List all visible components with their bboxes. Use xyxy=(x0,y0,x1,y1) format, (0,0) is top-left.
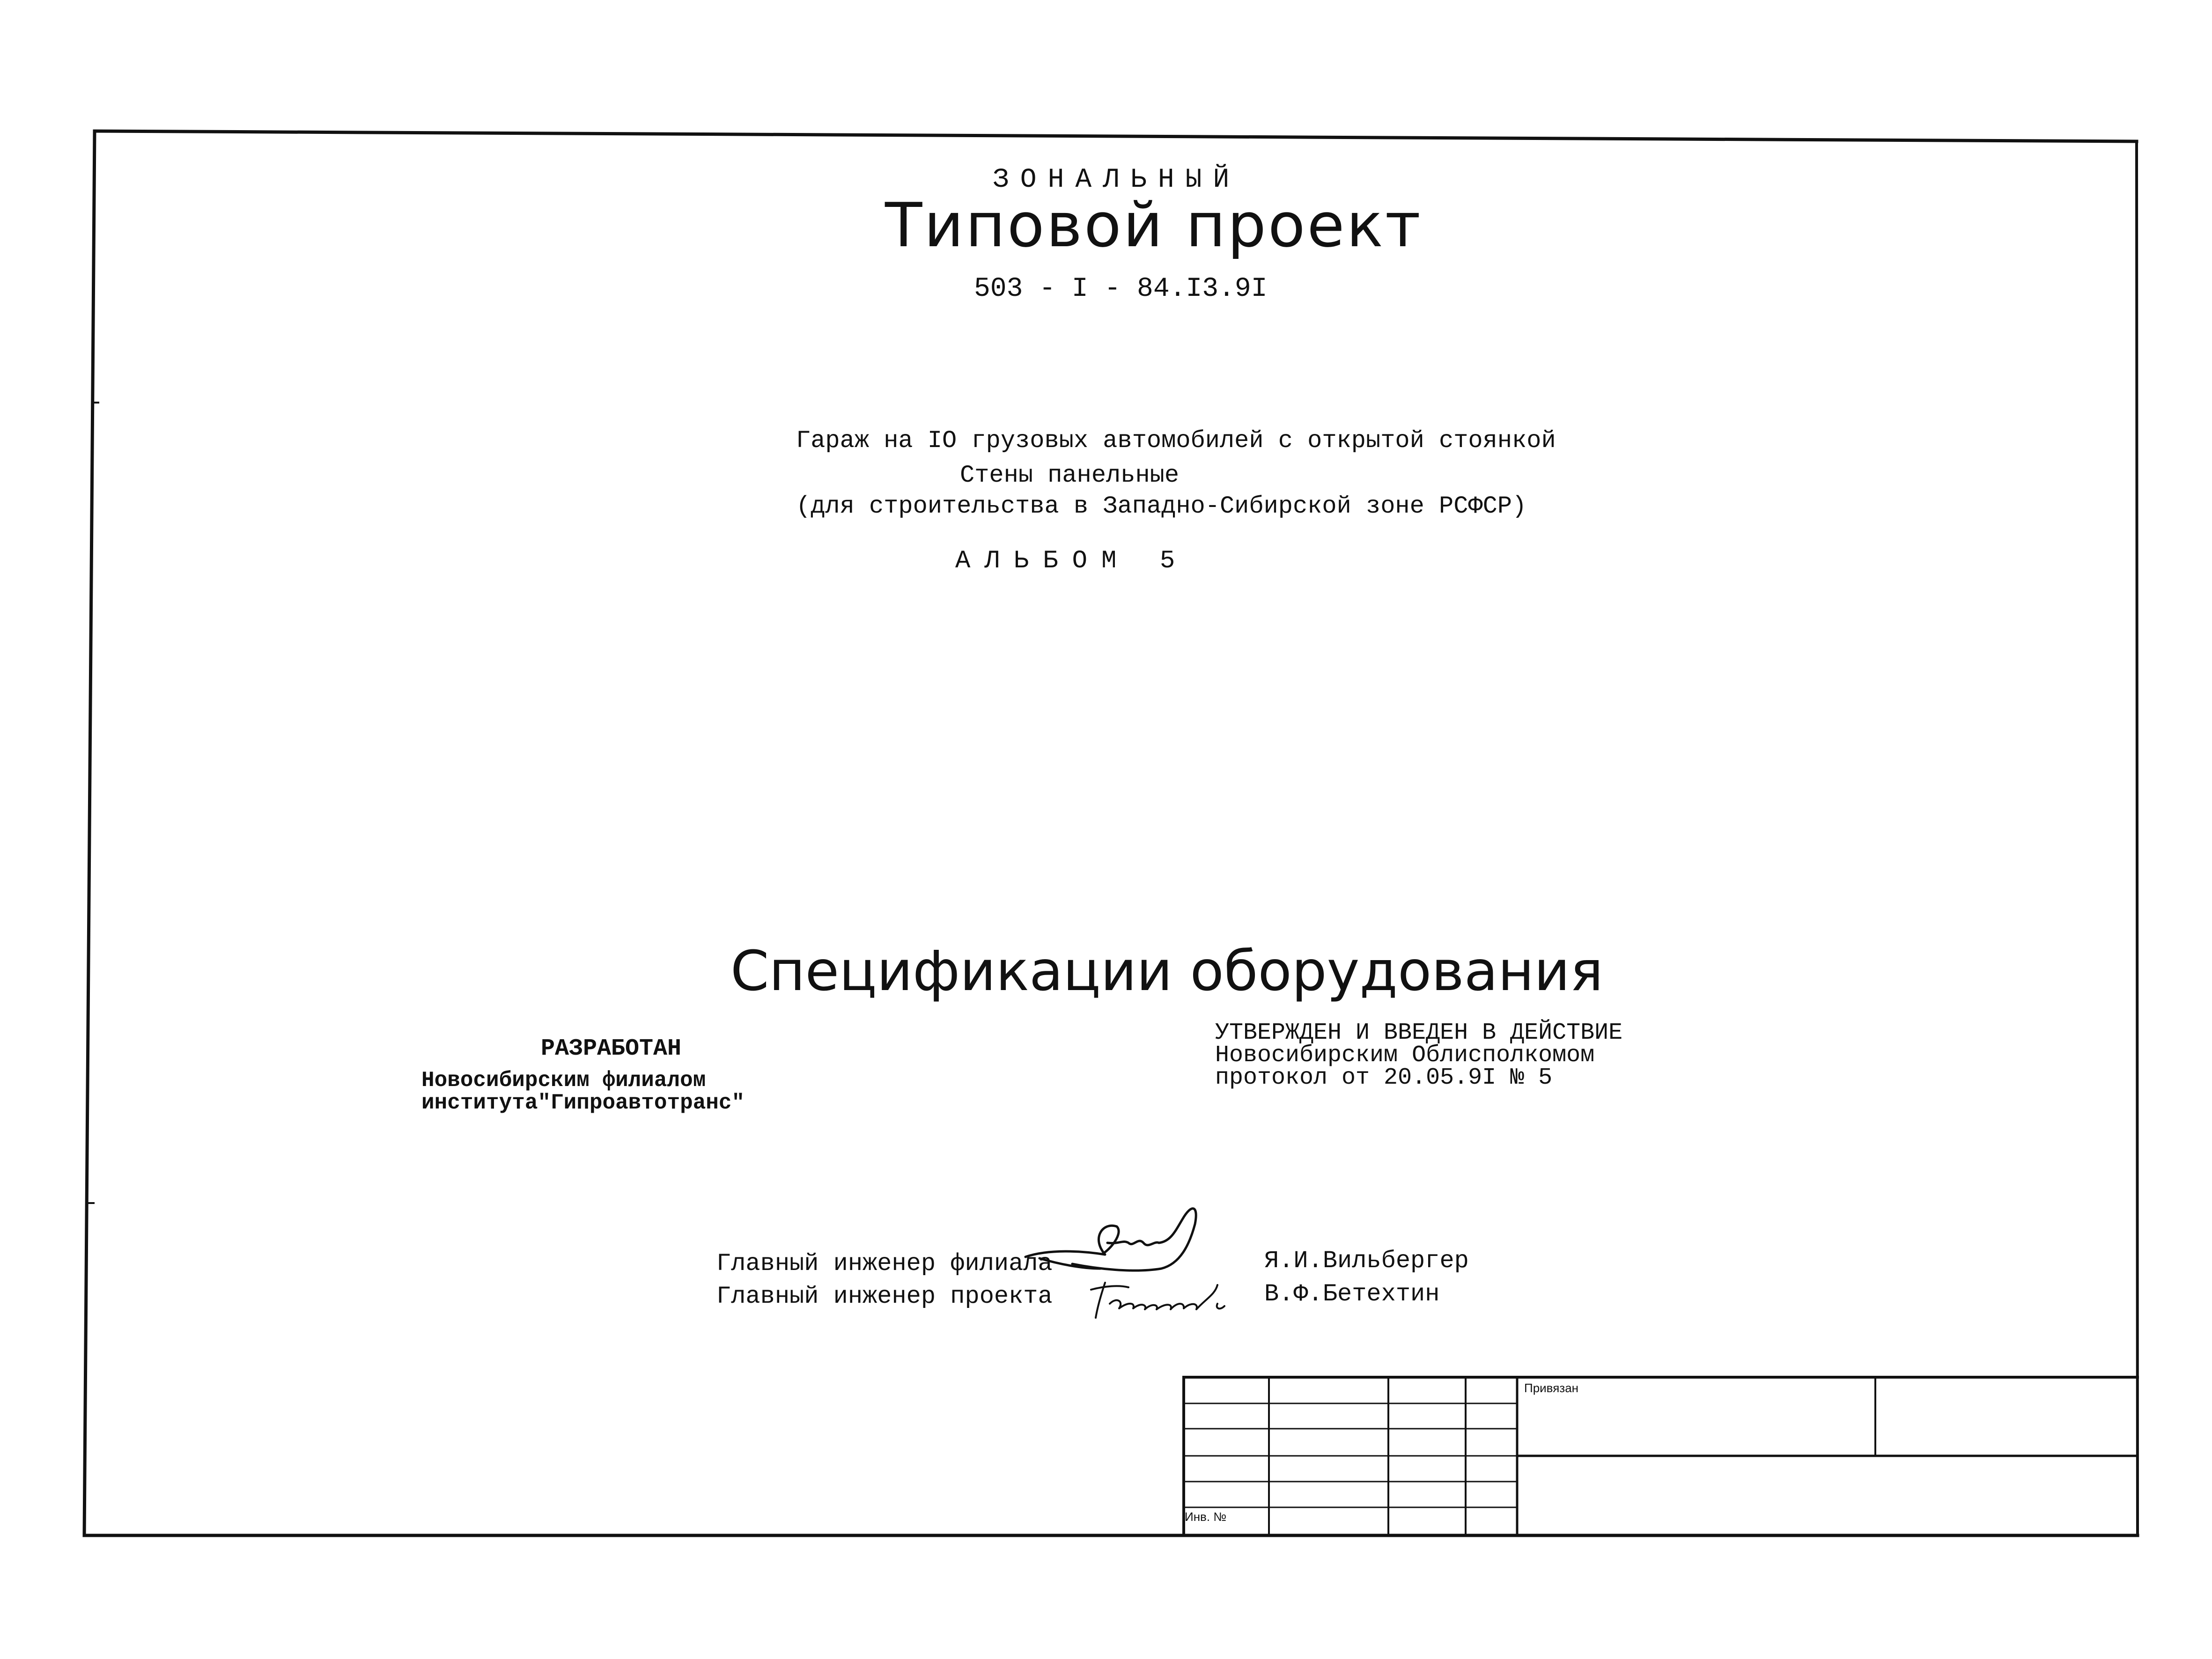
project-description-line-2: Стены панельные xyxy=(960,462,1180,489)
frame-left-line xyxy=(84,131,95,1535)
signatory-role-2: Главный инженер проекта xyxy=(716,1283,1053,1310)
frame-top-line xyxy=(95,131,2137,141)
title-block xyxy=(1184,1377,2138,1535)
attached-label: Привязан xyxy=(1524,1381,1579,1395)
project-description-line-1: Гараж на IO грузовых автомобилей с открытой стоянкой xyxy=(796,427,1556,455)
approval-line-2: Новосибирским Облисполкомом xyxy=(1215,1042,1595,1069)
approval-line-1: УТВЕРЖДЕН И ВВЕДЕН В ДЕЙСТВИЕ xyxy=(1215,1020,1623,1046)
zonal-label: ЗОНАЛЬНЫЙ xyxy=(993,165,1241,195)
project-code: 503 - I - 84.I3.9I xyxy=(974,274,1268,304)
signatory-name-1: Я.И.Вильбергер xyxy=(1264,1247,1469,1275)
document-title: Спецификации оборудования xyxy=(730,939,1603,1003)
inventory-number-label: Инв. № xyxy=(1185,1510,1227,1524)
project-description-line-3: (для строительства в Западно-Сибирской зоне РСФСР) xyxy=(796,492,1527,520)
developer-heading: РАЗРАБОТАН xyxy=(541,1035,682,1062)
signatory-name-2: В.Ф.Бетехтин xyxy=(1264,1280,1440,1308)
project-type-title: Типовой проект xyxy=(885,190,1423,261)
album-number: АЛЬБОМ 5 xyxy=(955,547,1189,575)
developer-line-1: Новосибирским филиалом xyxy=(421,1068,706,1093)
developer-line-2: института"Гипроавтотранс" xyxy=(421,1091,745,1115)
signature-chief-engineer-project xyxy=(1077,1276,1236,1327)
signatory-role-1: Главный инженер филиала xyxy=(716,1250,1053,1277)
frame-right-line xyxy=(2137,141,2138,1535)
approval-line-3: протокол от 20.05.9I № 5 xyxy=(1215,1064,1553,1091)
